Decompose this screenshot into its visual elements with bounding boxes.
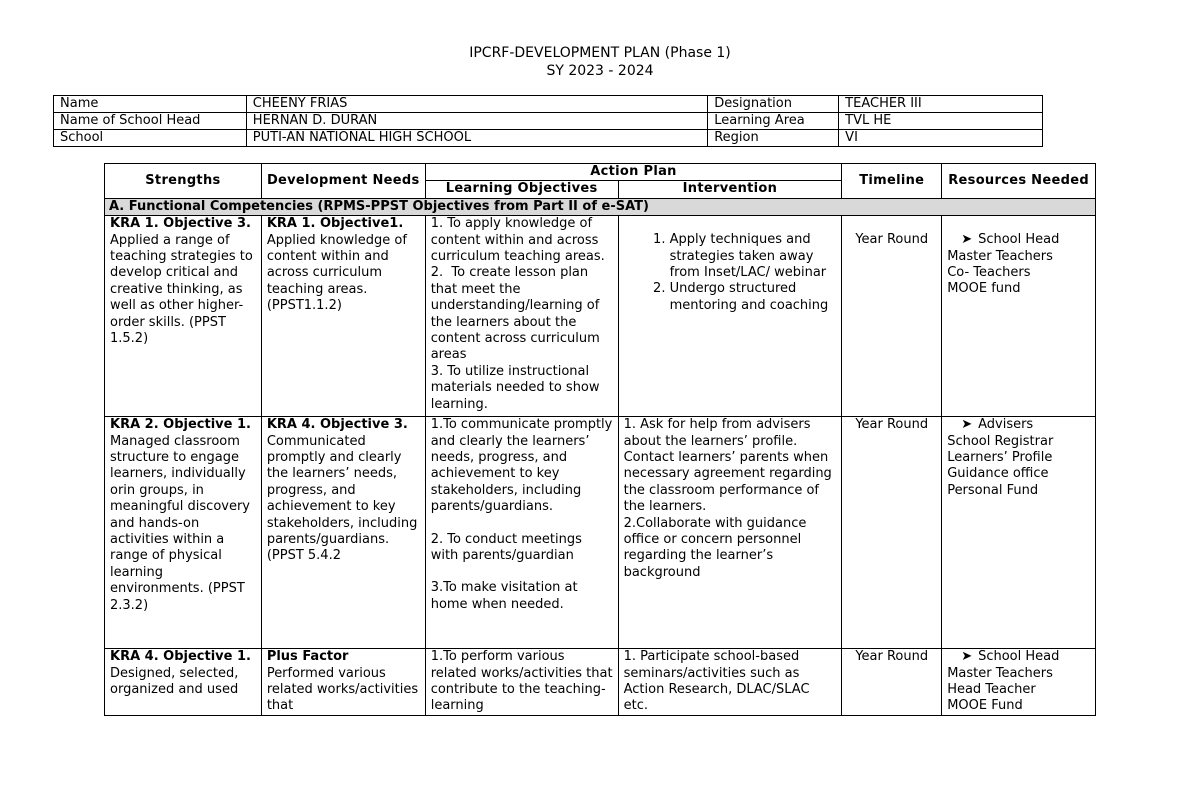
header-strengths: Strengths (105, 164, 262, 199)
learning-area-value: TVL HE (839, 113, 1043, 130)
development-plan-table (104, 163, 1096, 716)
resources-cell: ➤ Advisers School Registrar Learners’ Profile Guidance office Personal Fund (942, 417, 1096, 649)
region-label: Region (708, 130, 839, 147)
need-cell: KRA 1. Objective1. Applied knowledge of content within and across curriculum teaching areas. (PPST1.1.2) (261, 216, 425, 417)
header-timeline: Timeline (842, 164, 942, 199)
strength-cell: KRA 2. Objective 1. Managed classroom structure to engage learners, individually orin groups, in meaningful discovery and hands-on activities within a range of physical learning environments. (PPST 2.3.2) (105, 417, 262, 649)
name-label: Name (54, 96, 247, 113)
resources-cell: ➤ School Head Master Teachers Head Teacher MOOE Fund (942, 649, 1096, 716)
objectives-cell: 1.To communicate promptly and clearly the learners’ needs, progress, and achievement to key stakeholders, including parents/guardians. 2. To conduct meetings with parents/guardian 3.To make visitation at home when needed. (425, 417, 618, 649)
objectives-cell: 1. To apply knowledge of content within and across curriculum teaching areas. 2. To create lesson plan that meet the understanding/learning of the learners about the content across curriculum areas 3. To utilize instructional materials needed to show learning. (425, 216, 618, 417)
school-value: PUTI-AN NATIONAL HIGH SCHOOL (246, 130, 707, 147)
arrow-bullet-icon: ➤ (961, 232, 973, 248)
header-resources: Resources Needed (942, 164, 1096, 199)
school-head-value: HERNAN D. DURAN (246, 113, 707, 130)
timeline-cell: Year Round (842, 649, 942, 716)
school-head-label: Name of School Head (54, 113, 247, 130)
header-action-plan: Action Plan (425, 164, 842, 181)
list-item: 2. Undergo structured mentoring and coaching (670, 281, 837, 314)
table-row (105, 649, 1096, 716)
header-development-needs: Development Needs (261, 164, 425, 199)
arrow-bullet-icon: ➤ (961, 649, 973, 665)
list-item: 1. Apply techniques and strategies taken away from Inset/LAC/ webinar (670, 232, 837, 281)
strength-cell: KRA 4. Objective 1. Designed, selected, organized and used (105, 649, 262, 716)
need-cell: Plus Factor Performed various related works/activities that (261, 649, 425, 716)
school-label: School (54, 130, 247, 147)
table-row (105, 417, 1096, 649)
section-functional-competencies: A. Functional Competencies (RPMS-PPST Objectives from Part II of e-SAT) (105, 198, 1096, 215)
timeline-cell: Year Round (842, 417, 942, 649)
strength-cell: KRA 1. Objective 3. Applied a range of teaching strategies to develop critical and creative thinking, as well as other higher-order skills. (PPST 1.5.2) (105, 216, 262, 417)
intervention-cell (618, 216, 842, 417)
school-year: SY 2023 - 2024 (546, 63, 654, 79)
info-table (53, 95, 1043, 147)
designation-label: Designation (708, 96, 839, 113)
table-row (105, 216, 1096, 417)
intervention-cell: 1. Participate school-based seminars/activities such as Action Research, DLAC/SLAC etc. (618, 649, 842, 716)
region-value: VI (839, 130, 1043, 147)
name-value: CHEENY FRIAS (246, 96, 707, 113)
designation-value: TEACHER III (839, 96, 1043, 113)
timeline-cell: Year Round (842, 216, 942, 417)
header-intervention: Intervention (618, 181, 842, 198)
resources-cell: ➤ School Head Master Teachers Co- Teachers MOOE fund (942, 216, 1096, 417)
arrow-bullet-icon: ➤ (961, 417, 973, 433)
document-title: IPCRF-DEVELOPMENT PLAN (Phase 1) (469, 45, 731, 61)
learning-area-label: Learning Area (708, 113, 839, 130)
need-cell: KRA 4. Objective 3. Communicated promptly and clearly the learners’ needs, progress, and achievement to key stakeholders, including parents/guardians. (PPST 5.4.2 (261, 417, 425, 649)
header-learning-objectives: Learning Objectives (425, 181, 618, 198)
intervention-cell: 1. Ask for help from advisers about the learners’ profile. Contact learners’ parents when necessary agreement regarding the classroom performance of the learners. 2.Collaborate with guidance office or concern personnel regarding the learner’s background (618, 417, 842, 649)
objectives-cell: 1.To perform various related works/activities that contribute to the teaching- learning (425, 649, 618, 716)
